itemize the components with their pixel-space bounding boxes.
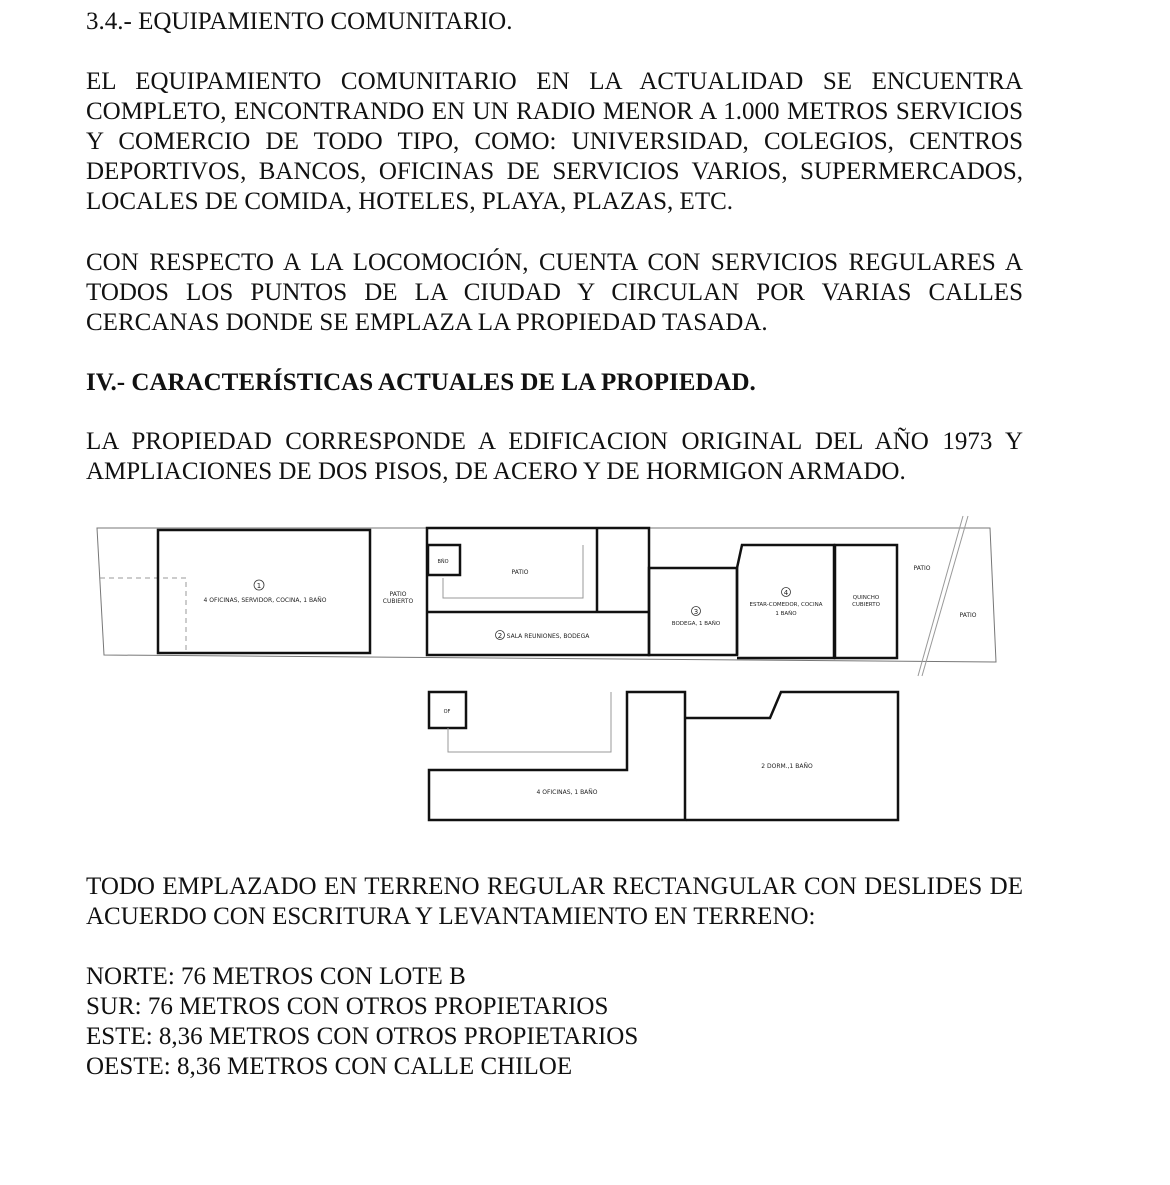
chapter-heading: IV.- CARACTERÍSTICAS ACTUALES DE LA PROPIEDAD. [86, 369, 756, 396]
covered-patio-label-line1: PATIO [389, 591, 407, 598]
zone-3-label: BODEGA, 1 BAÑO [671, 621, 721, 627]
upper-rooms-block [686, 692, 898, 820]
quincho-label-line1: QUINCHO [852, 595, 880, 601]
zone-2-label: SALA REUNIONES, BODEGA [506, 633, 590, 640]
patio-label: PATIO [511, 569, 529, 576]
covered-patio-label-line2: CUBIERTO [382, 598, 414, 605]
boundary-south: SUR: 76 METROS CON OTROS PROPIETARIOS [86, 993, 609, 1020]
zone-3-number: 3 [693, 608, 699, 616]
zone-1-number: 1 [256, 582, 262, 590]
office-small-label: OF [443, 709, 451, 715]
patio-right-lower-label: PATIO [959, 612, 977, 619]
floor-plan [0, 510, 1170, 830]
patio-right-upper-label: PATIO [913, 565, 931, 572]
boundary-north: NORTE: 76 METROS CON LOTE B [86, 963, 466, 990]
upper-offices-block [429, 692, 685, 820]
upper-rooms-label: 2 DORM.,1 BAÑO [761, 763, 813, 770]
zone-4-number: 4 [783, 589, 789, 597]
zone-1-block [158, 530, 370, 653]
section-heading: 3.4.- EQUIPAMIENTO COMUNITARIO. [86, 8, 513, 35]
boundary-east: ESTE: 8,36 METROS CON OTROS PROPIETARIOS [86, 1023, 639, 1050]
quincho-label-line2: CUBIERTO [852, 602, 880, 608]
paragraph-terreno: TODO EMPLAZADO EN TERRENO REGULAR RECTANGULAR CON DESLIDES DE ACUERDO CON ESCRITURA Y LEVANTAMIENTO EN TERRENO: [86, 873, 1023, 930]
paragraph-equipamiento: EL EQUIPAMIENTO COMUNITARIO EN LA ACTUALIDAD SE ENCUENTRA COMPLETO, ENCONTRANDO EN UN RADIO MENOR A 1.000 METROS SERVICIOS Y COMERCIO DE TODO TIPO, COMO: UNIVERSIDAD, COLEGIOS, CENTROS DEPORTIVOS, BANCOS, OFICINAS DE SERVICIOS VARIOS, SUPERMERCADOS, LOCALES DE COMIDA, HOTELES, PLAYA, PLAZAS, ETC. [86, 68, 1023, 215]
boundaries-list [86, 962, 1023, 1082]
bathroom-label: BÑO [437, 559, 449, 565]
zone-1-label: 4 OFICINAS, SERVIDOR, COCINA, 1 BAÑO [203, 597, 327, 604]
paragraph-locomocion: CON RESPECTO A LA LOCOMOCIÓN, CUENTA CON SERVICIOS REGULARES A TODOS LOS PUNTOS DE LA CIUDAD Y CIRCULAN POR VARIAS CALLES CERCANAS DONDE SE EMPLAZA LA PROPIEDAD TASADA. [86, 249, 1023, 336]
paragraph-propiedad: LA PROPIEDAD CORRESPONDE A EDIFICACION ORIGINAL DEL AÑO 1973 Y AMPLIACIONES DE DOS PISOS, DE ACERO Y DE HORMIGON ARMADO. [86, 428, 1023, 485]
zone-2-number: 2 [497, 632, 503, 640]
upper-offices-label: 4 OFICINAS, 1 BAÑO [536, 789, 598, 796]
zone-4-label-line1: ESTAR-COMEDOR, COCINA [749, 602, 823, 608]
boundary-west: OESTE: 8,36 METROS CON CALLE CHILOE [86, 1053, 573, 1080]
zone-4-label-line2: 1 BAÑO [775, 611, 797, 617]
